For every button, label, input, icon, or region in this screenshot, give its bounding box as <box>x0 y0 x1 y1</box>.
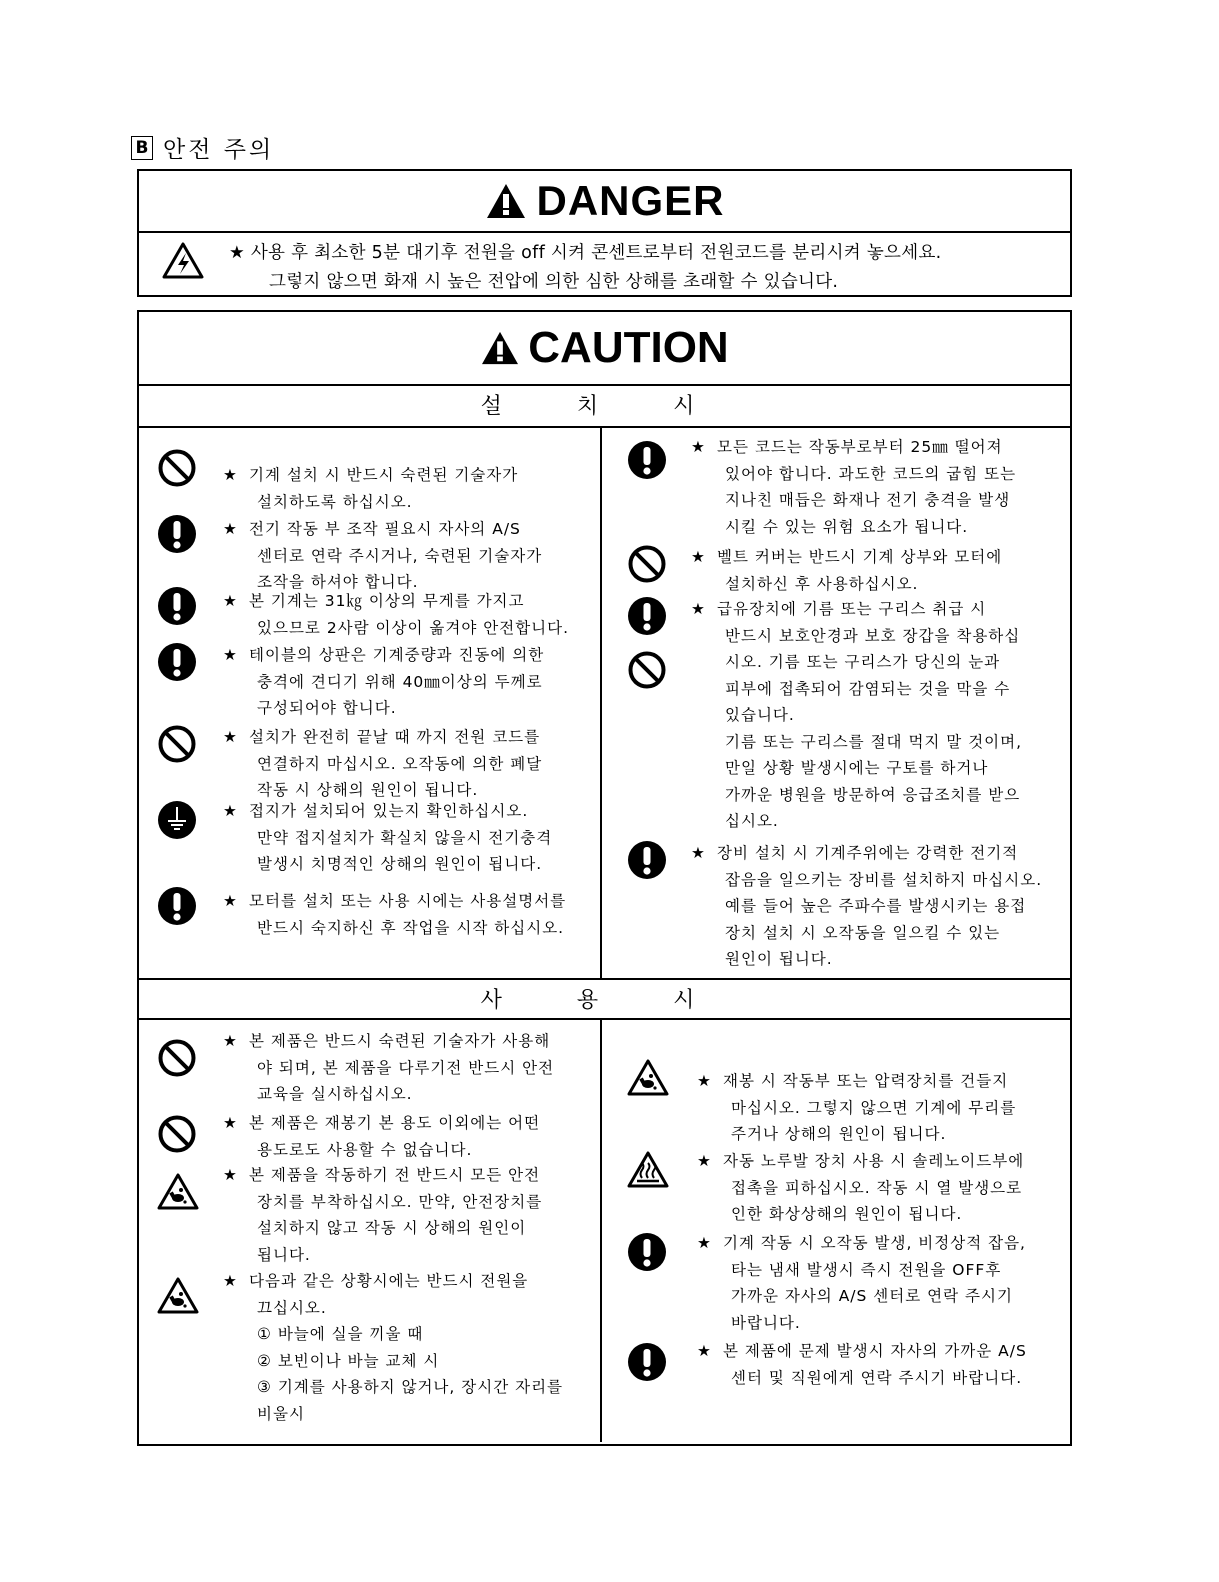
caution-banner <box>139 312 1070 386</box>
star-bullet: ★ <box>697 1072 712 1090</box>
caution-item <box>691 434 1053 540</box>
hand-injury-warning-icon <box>627 1058 669 1098</box>
caution-item <box>223 888 583 941</box>
caution-item <box>223 516 583 596</box>
section-letter-badge: B <box>131 136 153 160</box>
star-bullet: ★ <box>697 1234 712 1252</box>
hand-injury-warning-icon <box>157 1276 199 1316</box>
danger-title: DANGER <box>536 177 725 224</box>
star-bullet: ★ <box>223 892 238 910</box>
mandatory-icon <box>627 596 669 636</box>
caution-item-line: 자동 노루발 장치 사용 시 솔레노이드부에 <box>723 1152 1025 1170</box>
caution-item-line: 급유장치에 기름 또는 구리스 취급 시 <box>717 600 987 618</box>
star-bullet: ★ <box>223 466 238 484</box>
caution-item-line: 조작을 하셔야 합니다. <box>257 573 419 591</box>
caution-item-line: 피부에 접촉되어 감염되는 것을 막을 수 <box>725 679 1011 698</box>
caution-item <box>691 840 1053 973</box>
caution-item-line: 접촉을 피하십시오. 작동 시 열 발생으로 <box>731 1178 1023 1197</box>
caution-item-line: 됩니다. <box>257 1245 311 1264</box>
caution-item-line: 다음과 같은 상황시에는 반드시 전원을 <box>249 1272 529 1290</box>
install-section <box>139 428 1070 978</box>
caution-item <box>697 1148 1053 1228</box>
star-bullet: ★ <box>691 600 706 618</box>
caution-item-line: 모터를 설치 또는 사용 시에는 사용설명서를 <box>249 892 567 910</box>
mandatory-icon <box>627 840 669 880</box>
caution-item-line: 원인이 됩니다. <box>725 950 833 968</box>
high-voltage-warning-icon <box>161 241 205 281</box>
caution-item <box>223 724 583 804</box>
prohibited-icon <box>157 724 199 764</box>
caution-item-line: ① 바늘에 실을 끼울 때 <box>257 1325 424 1343</box>
section-heading <box>131 131 274 164</box>
caution-item-line: 가까운 자사의 A/S 센터로 연락 주시기 <box>731 1287 1013 1305</box>
mandatory-icon <box>157 642 199 682</box>
danger-banner <box>139 171 1070 233</box>
caution-item-line: ③ 기계를 사용하지 않거나, 장시간 자리를 <box>257 1378 564 1396</box>
caution-item-line: 본 제품은 반드시 숙련된 기술자가 사용해 <box>249 1032 551 1050</box>
star-bullet: ★ <box>223 1272 238 1290</box>
caution-item-line: 반드시 숙지하신 후 작업을 시작 하십시오. <box>257 918 565 937</box>
caution-item-line: 본 제품은 재봉기 본 용도 이외에는 어떤 <box>249 1114 541 1132</box>
hot-surface-warning-icon <box>627 1150 669 1190</box>
caution-item-line: 있어야 합니다. 과도한 코드의 굽힘 또는 <box>725 464 1017 483</box>
caution-item-line: 끄십시오. <box>257 1298 327 1317</box>
caution-item-line: 장치 설치 시 오작동을 일으킬 수 있는 <box>725 923 1001 942</box>
caution-item-line: 마십시오. 그렇지 않으면 기계에 무리를 <box>731 1098 1017 1117</box>
use-section <box>139 1020 1070 1442</box>
caution-item-line: 설치하지 않고 작동 시 상해의 원인이 <box>257 1219 527 1237</box>
caution-item-line: 기계 작동 시 오작동 발생, 비정상적 잡음, <box>723 1234 1026 1252</box>
star-bullet: ★ <box>691 438 706 456</box>
mandatory-icon <box>627 1232 669 1272</box>
caution-item-line: 구성되어야 합니다. <box>257 699 397 717</box>
mandatory-icon <box>157 886 199 926</box>
caution-item-line: 연결하지 마십시오. 오작동에 의한 폐달 <box>257 754 543 773</box>
caution-item <box>697 1230 1053 1336</box>
caution-item-line: 작동 시 상해의 원인이 됩니다. <box>257 781 479 799</box>
caution-item <box>223 1162 583 1268</box>
danger-box <box>137 169 1072 297</box>
caution-item-line: 만일 상황 발생시에는 구토를 하거나 <box>725 759 989 777</box>
star-bullet: ★ <box>223 520 238 538</box>
caution-item-line: 기계 설치 시 반드시 숙련된 기술자가 <box>249 466 519 484</box>
caution-item-line: 센터로 연락 주시거나, 숙련된 기술자가 <box>257 546 543 565</box>
mandatory-icon <box>627 440 669 480</box>
caution-item <box>223 642 583 722</box>
warning-triangle-icon <box>484 182 528 220</box>
caution-item-line: 있습니다. <box>725 706 795 724</box>
section-title: 안전 주의 <box>163 137 275 163</box>
caution-item-line: 시오. 기름 또는 구리스가 당신의 눈과 <box>725 653 1001 671</box>
caution-item <box>691 544 1053 597</box>
star-bullet: ★ <box>697 1342 712 1360</box>
star-bullet: ★ <box>223 1032 238 1050</box>
install-section-header: 설 치 시 <box>139 386 1070 428</box>
caution-item-line: 장비 설치 시 기계주위에는 강력한 전기적 <box>717 844 1019 862</box>
mandatory-icon <box>627 1342 669 1382</box>
star-bullet: ★ <box>223 802 238 820</box>
caution-item <box>223 1268 583 1427</box>
caution-item-line: 충격에 견디기 위해 40㎜이상의 두께로 <box>257 672 543 691</box>
caution-title: CAUTION <box>528 323 729 372</box>
caution-item-line: 시킬 수 있는 위험 요소가 됩니다. <box>725 517 969 536</box>
caution-item-line: 설치가 완전히 끝날 때 까지 전원 코드를 <box>249 728 541 746</box>
mandatory-icon <box>157 586 199 626</box>
caution-item-line: 가까운 병원을 방문하여 응급조치를 받으 <box>725 785 1021 804</box>
caution-item-line: 본 제품에 문제 발생시 자사의 가까운 A/S <box>723 1342 1027 1360</box>
caution-item-line: 전기 작동 부 조작 필요시 자사의 A/S <box>249 520 521 538</box>
caution-item <box>697 1068 1053 1148</box>
ground-icon <box>157 800 199 840</box>
caution-item-line: 예를 들어 높은 주파수를 발생시키는 용접 <box>725 897 1027 915</box>
caution-item <box>691 596 1053 835</box>
caution-item-line: 모든 코드는 작동부로부터 25㎜ 떨어져 <box>717 438 1003 456</box>
warning-triangle-icon <box>480 330 520 366</box>
caution-item-line: 타는 냄새 발생시 즉시 전원을 OFF후 <box>731 1260 1002 1279</box>
caution-item-line: 본 제품을 작동하기 전 반드시 모든 안전 <box>249 1166 541 1184</box>
caution-item-line: 있으므로 2사람 이상이 옮겨야 안전합니다. <box>257 618 570 637</box>
danger-line-1: ★ 사용 후 최소한 5분 대기후 전원을 off 시켜 콘센트로부터 전원코드를 분리시켜 놓으세요. <box>229 243 942 263</box>
star-bullet: ★ <box>223 1166 238 1184</box>
caution-item-line: 장치를 부착하십시오. 만약, 안전장치를 <box>257 1192 543 1211</box>
caution-item-line: 벨트 커버는 반드시 기계 상부와 모터에 <box>717 548 1003 566</box>
use-section-header: 사 용 시 <box>139 978 1070 1020</box>
caution-item-line: 교육을 실시하십시오. <box>257 1085 413 1103</box>
caution-item-line: 비울시 <box>257 1404 305 1423</box>
caution-item-line: 반드시 보호안경과 보호 장갑을 착용하십 <box>725 626 1021 645</box>
star-bullet: ★ <box>697 1152 712 1170</box>
caution-item-line: 주거나 상해의 원인이 됩니다. <box>731 1125 947 1143</box>
caution-box <box>137 310 1072 1446</box>
hand-injury-warning-icon <box>157 1172 199 1212</box>
column-divider <box>600 1020 602 1442</box>
caution-item-line: 야 되며, 본 제품을 다루기전 반드시 안전 <box>257 1058 555 1077</box>
caution-item-line: 만약 접지설치가 확실치 않을시 전기충격 <box>257 828 553 847</box>
star-bullet: ★ <box>691 844 706 862</box>
caution-item <box>223 798 583 878</box>
caution-item-line: 발생시 치명적인 상해의 원인이 됩니다. <box>257 855 543 873</box>
caution-item-line: 용도로도 사용할 수 없습니다. <box>257 1140 473 1159</box>
caution-item-line: ② 보빈이나 바늘 교체 시 <box>257 1351 440 1370</box>
prohibited-icon <box>627 544 669 584</box>
star-bullet: ★ <box>223 646 238 664</box>
caution-item <box>223 1028 583 1108</box>
caution-item <box>223 588 583 641</box>
star-bullet: ★ <box>223 592 238 610</box>
column-divider <box>600 428 602 978</box>
mandatory-icon <box>157 514 199 554</box>
prohibited-icon <box>157 1114 199 1154</box>
caution-item <box>697 1338 1053 1391</box>
prohibited-icon <box>627 650 669 690</box>
caution-item-line: 설치하도록 하십시오. <box>257 492 413 511</box>
caution-item-line: 재봉 시 작동부 또는 압력장치를 건들지 <box>723 1072 1009 1090</box>
caution-item-line: 인한 화상상해의 원인이 됩니다. <box>731 1205 963 1223</box>
prohibited-icon <box>157 1038 199 1078</box>
caution-item-line: 설치하신 후 사용하십시오. <box>725 574 919 593</box>
caution-item-line: 바랍니다. <box>731 1313 801 1332</box>
caution-item-line: 지나친 매듭은 화재나 전기 충격을 발생 <box>725 491 1011 509</box>
caution-item-line: 센터 및 직원에게 연락 주시기 바랍니다. <box>731 1368 1023 1387</box>
caution-item <box>223 462 583 515</box>
caution-item-line: 잡음을 일으키는 장비를 설치하지 마십시오. <box>725 870 1043 889</box>
star-bullet: ★ <box>223 1114 238 1132</box>
danger-line-2: 그렇지 않으면 화재 시 높은 전압에 의한 심한 상해를 초래할 수 있습니다. <box>269 272 839 292</box>
caution-item-line: 테이블의 상판은 기계중량과 진동에 의한 <box>249 646 545 664</box>
star-bullet: ★ <box>223 728 238 746</box>
star-bullet: ★ <box>691 548 706 566</box>
caution-item-line: 십시오. <box>725 812 779 830</box>
caution-item <box>223 1110 583 1163</box>
caution-item-line: 본 기계는 31㎏ 이상의 무게를 가지고 <box>249 592 525 610</box>
caution-item-line: 기름 또는 구리스를 절대 먹지 말 것이며, <box>725 732 1023 751</box>
prohibited-icon <box>157 448 199 488</box>
caution-item-line: 접지가 설치되어 있는지 확인하십시오. <box>249 802 529 820</box>
